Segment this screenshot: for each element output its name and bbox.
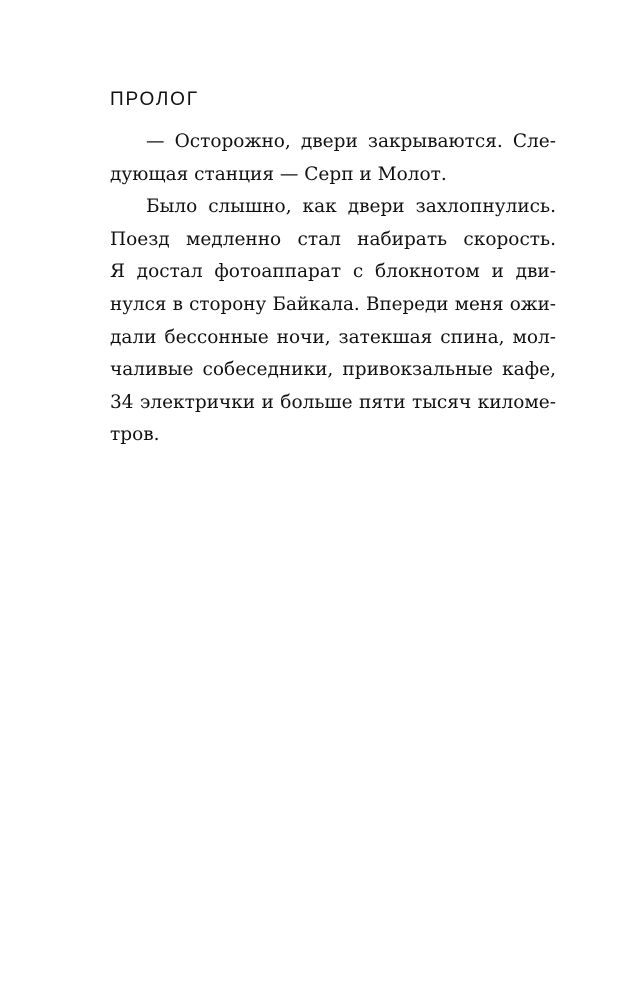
text-line: — Осторожно, двери закрываются. Сле- (146, 131, 556, 152)
text-line: дующая станция — Серп и Молот. (110, 163, 447, 185)
text-line: Было слышно, как двери захлопнулись. (146, 196, 556, 218)
text-line: чаливые собеседники, привокзальные кафе, (110, 359, 556, 381)
text-line: 34 электрички и больше пяти тысяч киломе- (110, 391, 556, 413)
text-line: дали бессонные ночи, затекшая спина, мол- (110, 326, 556, 348)
text-line: тров. (110, 424, 160, 446)
text-line: Я достал фотоаппарат с блокнотом и дви- (110, 261, 556, 283)
text-line: Поезд медленно стал набирать скорость. (110, 228, 556, 250)
text-line: нулся в сторону Байкала. Впереди меня ожи- (110, 293, 556, 315)
body-text (110, 126, 556, 452)
chapter-heading: ПРОЛОГ (110, 89, 199, 110)
